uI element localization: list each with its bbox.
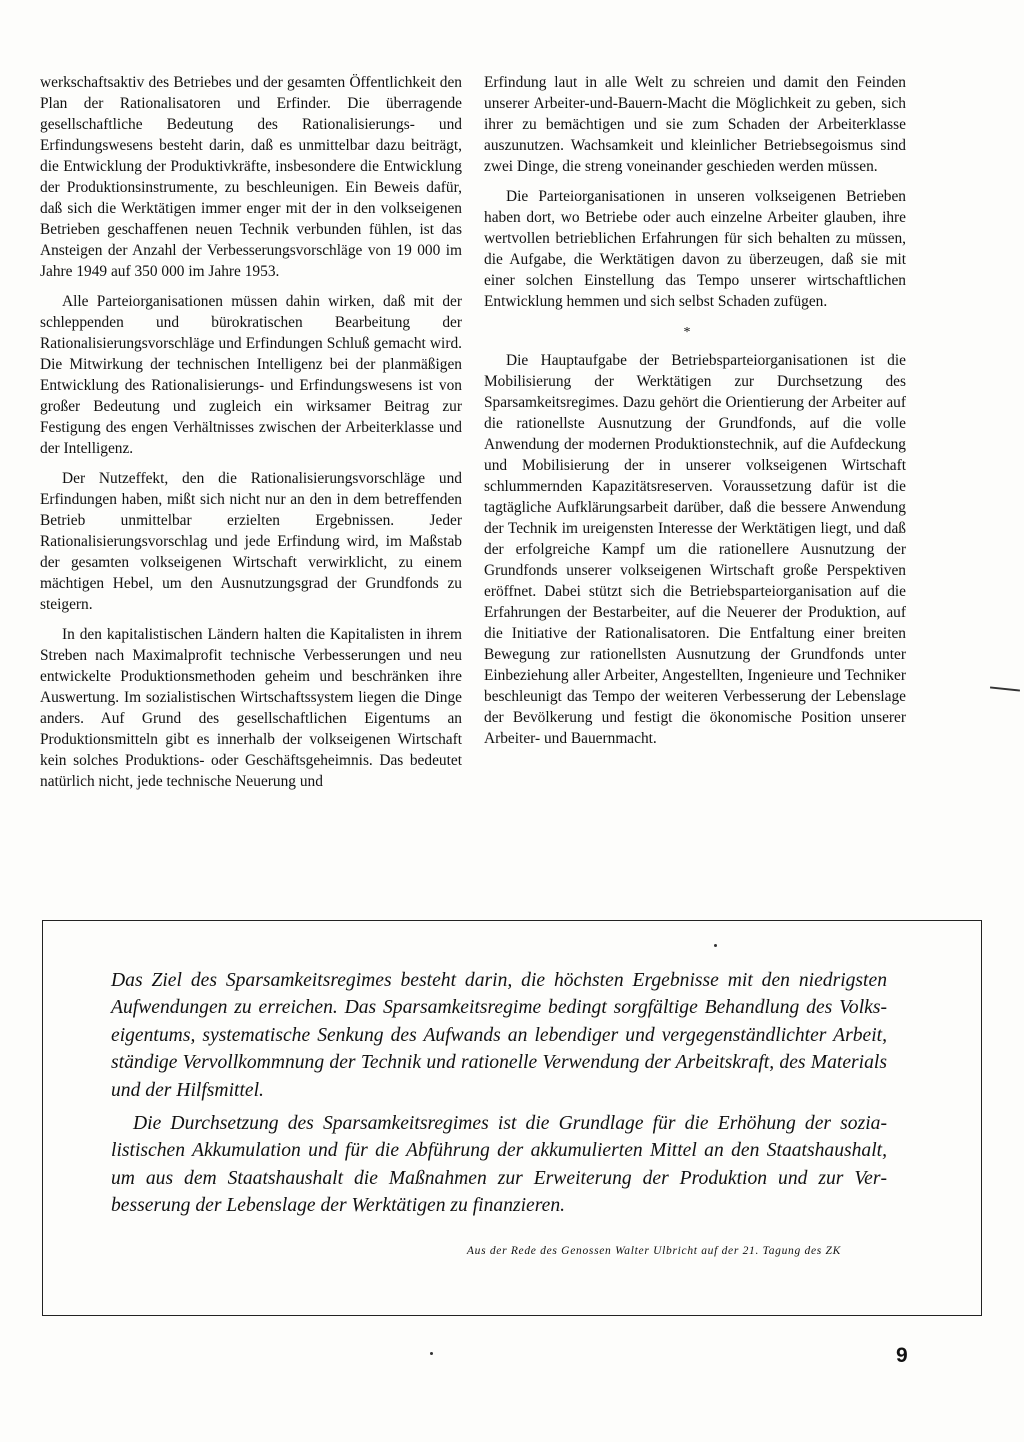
section-separator: *: [683, 325, 691, 340]
quote-text: [111, 967, 887, 1226]
article-paragraph: Der Nutzeffekt, den die Rationalisierungsvorschläge und Erfindungen haben, mißt sich nicht nur an den in dem betreffenden Betrieb unmittelbar erzielten Ergebnissen. Jeder Rationalisierungsvorschlag und jede Erfindung wird, im Maßstab der gesamten volkseigenen Wirtschaft verwirklicht, zu einem mächtigen Hebel, um den Ausnutzungsgrad der Grundfonds zu steigern.: [40, 470, 462, 613]
print-speck: [430, 1352, 433, 1355]
article-paragraph: Die Parteiorganisationen in unseren volkseigenen Betrieben haben dort, wo Betriebe oder auch einzelne Arbeiter glauben, ihre wertvollen betrieblichen Erfahrungen für sich behalten zu müssen, die Aufgabe, die Werktätigen davon zu überzeugen, daß sie mit einer solchen Einstellung das Tempo unserer wirtschaftlichen Entwicklung hemmen und sich selbst Schaden zufügen.: [484, 188, 906, 310]
article-paragraph: Die Hauptaufgabe der Betriebsparteiorganisationen ist die Mobilisierung der Werktätigen zur Durchsetzung des Sparsamkeitsregimes. Dazu gehört die Orientierung der Arbeiter auf die rationellste Ausnutzung der Grundfonds, auf die volle Anwendung der modernen Produktionstechnik, auf die Aufdeckung und Mobilisierung der in unserer volkseigenen Wirtschaft schlummernden Kapazitätsreserven. Voraussetzung dafür ist die tagtägliche Aufklärungsarbeit darüber, daß die bessere Anwendung der Technik im ureigensten Interesse der Werktätigen liegt, und daß der erfolgreiche Kampf um die rationellere Ausnutzung der Grundfonds unserer volkseigenen Wirtschaft große Perspektiven eröffnet. Dabei stützt sich die Betriebsparteiorganisation auf die Erfahrungen der Bestarbeiter, auf die Neuerer der Produktion, auf die Initiative der Rationalisatoren. Die Entfaltung einer breiten Bewegung zur rationellsten Ausnutzung der Grundfonds unter Einbeziehung aller Arbeiter, Angestellten, Ingenieure und Techniker beschleunigt das Tempo der weiteren Verbesserung der Lebenslage der Bevölkerung und festigt die ökonomische Position unserer Arbeiter- und Bauernmacht.: [484, 352, 906, 747]
quote-paragraph: Das Ziel des Sparsamkeitsregimes besteht darin, die höchsten Ergebnisse mit den niedrigsten Aufwendungen zu erreichen. Das Sparsamkeitsregime bedingt sorgfältige Behandlung des Volkseigentums, systematische Senkung des Aufwands an lebendiger und vergegenständlichter Arbeit, ständige Vervollkommnung der Technik und rationelle Verwendung der Arbeitskraft, des Materials und der Hilfsmittel.: [111, 970, 887, 1101]
page-number: 9: [896, 1344, 908, 1367]
print-speck: [714, 944, 717, 947]
quote-attribution: Aus der Rede des Genossen Walter Ulbricht auf der 21. Tagung des ZK: [466, 1245, 841, 1257]
article-paragraph: werkschaftsaktiv des Betriebes und der gesamten Öffentlichkeit den Plan der Rationalisatoren und Erfinder. Die überragende gesellschaftliche Bedeutung des Rationalisierungs- und Erfindungswesens besteht darin, daß es unmittelbar dazu beiträgt, die Entwicklung der Produktivkräfte, insbesondere die Entwicklung der Produktionsinstrumente, zu beschleunigen. Ein Beweis dafür, daß sich die Werktätigen immer enger mit der in den volkseigenen Betrieben geschaffenen neuen Technik verbunden fühlen, ist das Ansteigen der Anzahl der Verbesserungsvorschläge von 19 000 im Jahre 1949 auf 350 000 im Jahre 1953.: [40, 74, 462, 280]
article-paragraph: In den kapitalistischen Ländern halten die Kapitalisten in ihrem Streben nach Maximalprofit technische Verbesserungen und neu entwickelte Produktionsmethoden geheim und beschränken ihre Auswertung. Im sozialistischen Wirtschaftssystem liegen die Dinge anders. Auf Grund des gesellschaftlichen Eigentums an Produktionsmitteln gibt es innerhalb der volkseigenen Wirtschaft kein solches Produktions- oder Geschäftsgeheimnis. Das bedeutet natürlich nicht, jede technische Neuerung und: [40, 626, 462, 790]
margin-mark: [990, 686, 1020, 691]
quote-paragraph: Die Durchsetzung des Sparsamkeitsregimes ist die Grundlage für die Erhöhung der sozialistischen Akkumulation und für die Abführung der akkumulierten Mittel an den Staatshaushalt, um aus dem Staatshaushalt die Maßnahmen zur Erweiterung der Produktion und zur Verbesserung der Lebenslage der Werktätigen zu finanzieren.: [111, 1113, 887, 1217]
article-paragraph: Erfindung laut in alle Welt zu schreien und damit den Feinden unserer Arbeiter-und-Bauern-Macht die Möglichkeit zu geben, sich ihrer zu bemächtigen und sie zum Schaden der Arbeiterklasse auszunutzen. Wachsamkeit und kleinlicher Betriebsegoismus sind zwei Dinge, die streng voneinander geschieden werden müssen.: [484, 74, 906, 175]
article-left-column: [40, 72, 462, 801]
quote-box: [42, 920, 982, 1316]
article-right-column: [484, 72, 906, 758]
article-paragraph: Alle Parteiorganisationen müssen dahin wirken, daß mit der schleppenden und bürokratischen Bearbeitung der Rationalisierungsvorschläge und Erfindungen Schluß gemacht wird. Die Mitwirkung der technischen Intelligenz bei der planmäßigen Entwicklung des Rationalisierungs- und Erfindungswesens ist von großer Bedeutung und zugleich ein wirksamer Beitrag zur Festigung des engen Verhältnisses zwischen der Arbeiterklasse und der Intelligenz.: [40, 293, 462, 457]
